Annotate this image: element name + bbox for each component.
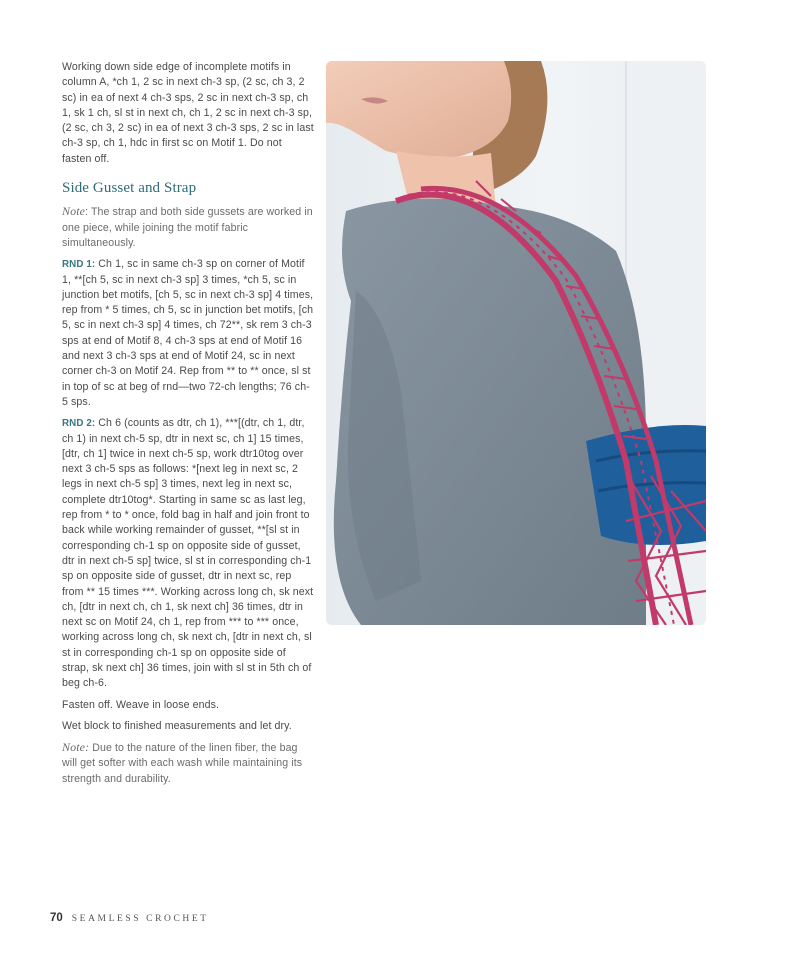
section-heading: Side Gusset and Strap — [62, 180, 197, 197]
page-footer — [50, 912, 209, 924]
intro-paragraph: Working down side edge of incomplete motifs in column A, *ch 1, 2 sc in next ch-3 sp, (2 sc, ch 3, 2 sc) in ea of next 4 ch-3 sps, 2 sc in next ch-3 sp, ch 1, sk 1 ch, sl st in next ch, ch 1, 2 sc in next ch-3 sp, (2 sc, ch 3, 2 sc) in ea of next 3 ch-3 sps, 2 sc in last ch-3 sp, ch 1, hdc in first sc on Motif 1. Do not fasten off. — [62, 61, 314, 165]
closing-note-paragraph — [62, 740, 314, 787]
rnd2-text: Ch 6 (counts as dtr, ch 1), ***[(dtr, ch 1, dtr, ch 1) in next ch-5 sp, dtr in next sc, ch 1] 15 times, [dtr, ch 1] twice in next ch-5 sp, work dtr10tog over next 3 ch-5 sps as follows: *[next leg in next sc, 2 legs in next ch-5 sp] 3 times, next leg in next sc, complete dtr10tog*. Starting in same sc as last leg, rep from * to * once, fold bag in half and join front to back while working remainder of gusset, **[sl st in corresponding ch-1 sp on opposite side of gusset, dtr in next ch-5 sp] twice, sl st in corresponding ch-1 sp on opposite side of gusset, dtr in next sc, rep from ** 15 times ***. Working across long ch, sk next ch, [dtr in next ch, ch 1, sk next ch] 36 times, dtr in next sc on Motif 24, ch 1, rep from *** to *** once, working across long ch, sk next ch, [dtr in next ch, sl st in corresponding ch-1 sp on opposite side of strap, sk next ch] 36 times, join with sl st in 5th ch of beg ch-6. — [62, 417, 314, 690]
page-number: 70 — [50, 912, 63, 924]
rnd1-text: Ch 1, sc in same ch-3 sp on corner of Motif 1, **[ch 5, sc in next ch-3 sp] 3 times, *ch 5, sc in junction bet motifs, [ch 5, sc in next ch-3 sp] 4 times, rep from * 5 times, ch 5, sc in junction bet motifs, [ch 5, sc in next ch-3 sp] 4 times, ch 72**, sk rem 3 ch-3 sps at end of Motif 8, 4 ch-3 sps at end of Motif 16 and next 3 ch-3 sps at end of Motif 24, sc in next corner ch-3 on Motif 24. Rep from ** to ** once, sl st in top of sc at beg of rnd—two 72-ch lengths; 76 ch-5 sps. — [62, 258, 314, 408]
note-text: : The strap and both side gussets are worked in one piece, while joining the motif fabric simultaneously. — [62, 206, 313, 249]
product-photo — [326, 61, 706, 625]
closing-note-label: Note: — [62, 740, 90, 755]
fasten-off-paragraph: Fasten off. Weave in loose ends. — [62, 698, 220, 711]
wet-block-paragraph: Wet block to finished measurements and let dry. — [62, 719, 292, 732]
rnd2-paragraph — [62, 416, 314, 691]
rnd2-label: RND 2: — [62, 418, 96, 430]
rnd1-label: RND 1: — [62, 259, 96, 271]
instructions-column — [62, 60, 314, 793]
note-paragraph — [62, 204, 314, 251]
rnd1-paragraph — [62, 257, 314, 410]
closing-note-text: Due to the nature of the linen fiber, the bag will get softer with each wash while maintaining its strength and durability. — [62, 742, 303, 785]
book-title: SEAMLESS CROCHET — [71, 914, 209, 924]
note-label: Note — [62, 204, 86, 219]
